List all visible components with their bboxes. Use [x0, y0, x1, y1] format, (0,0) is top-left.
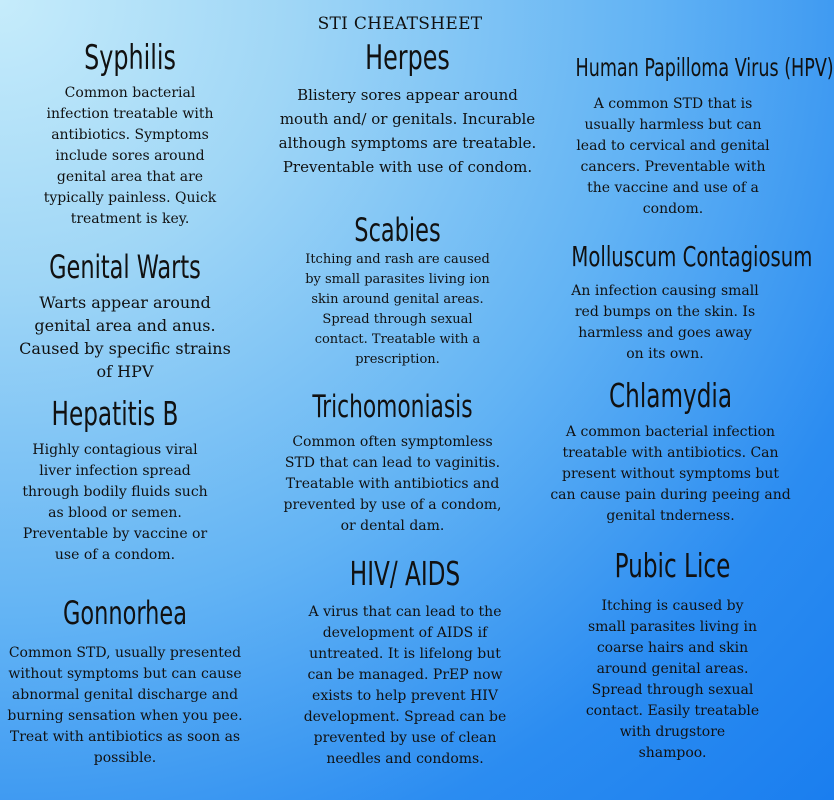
card-title: Herpes — [365, 38, 450, 78]
card-title: Trichomoniasis — [312, 389, 473, 425]
card-trichomoniasis — [270, 390, 515, 537]
card-syphilis — [20, 40, 240, 230]
card-title: Hepatitis B — [51, 394, 179, 433]
card-text: Blistery sores appear around mouth and/ or genitals. Incurable although symptoms are treatable. Preventable with use of condom. — [278, 86, 537, 177]
card-hpv — [548, 53, 834, 220]
card-title: HIV/ AIDS — [349, 554, 461, 593]
card-herpes — [275, 40, 540, 179]
card-genital-warts — [5, 250, 245, 383]
card-chlamydia — [548, 378, 793, 527]
card-text: Itching is caused by small parasites living in coarse hairs and skin around genital areas. Spread through sexual contact. Easily treatable with drugstore shampoo. — [585, 598, 760, 762]
card-text: An infection causing small red bumps on the skin. Is harmless and goes away on its own. — [571, 282, 759, 362]
card-gonnorhea — [0, 596, 250, 769]
card-title: Chlamydia — [608, 376, 733, 415]
card-hepatitis-b — [5, 396, 225, 566]
card-molluscum-contagiosum — [545, 240, 813, 365]
card-text: A common bacterial infection treatable with antibiotics. Can present without symptoms but can cause pain during peeing and genital tnderness. — [550, 424, 791, 525]
card-title: Human Papilloma Virus (HPV) — [575, 53, 834, 82]
card-text: Itching and rash are caused by small parasites living ion skin around genital areas. Spread through sexual contact. Treatable with a prescription. — [305, 252, 490, 368]
card-text: Warts appear around genital area and anus. Caused by specific strains of HPV — [19, 293, 231, 382]
card-title: Genital Warts — [49, 248, 201, 286]
card-text: A virus that can lead to the development of AIDS if untreated. It is lifelong but can be managed. PrEP now exists to help prevent HIV development. Spread can be prevented by use of clean needles and condoms. — [303, 604, 507, 768]
card-title: Pubic Lice — [614, 546, 731, 585]
card-text: Highly contagious viral liver infection spread through bodily fluids such as blood or semen. Preventable by vaccine or use of a condom. — [22, 442, 208, 564]
card-text: Common bacterial infection treatable with antibiotics. Symptoms include sores around genital area that are typically painless. Quick treatment is key. — [43, 85, 217, 228]
card-title: Molluscum Contagiosum — [571, 240, 813, 273]
card-title: Syphilis — [84, 38, 176, 78]
card-hiv-aids — [285, 556, 525, 770]
page-title: STI CHEATSHEET — [317, 14, 483, 34]
card-title: Scabies — [354, 211, 441, 249]
card-scabies — [290, 213, 505, 370]
card-text: Common STD, usually presented without symptoms but can cause abnormal genital discharge and burning sensation when you pee. Treat with antibiotics as soon as possible. — [7, 645, 243, 767]
card-pubic-lice — [565, 548, 780, 764]
card-title: Gonnorhea — [63, 594, 187, 632]
card-text: Common often symptomless STD that can lead to vaginitis. Treatable with antibiotics and prevented by use of a condom, or dental dam. — [283, 434, 502, 535]
card-text: A common STD that is usually harmless but can lead to cervical and genital cancers. Preventable with the vaccine and use of a condom. — [576, 95, 770, 217]
